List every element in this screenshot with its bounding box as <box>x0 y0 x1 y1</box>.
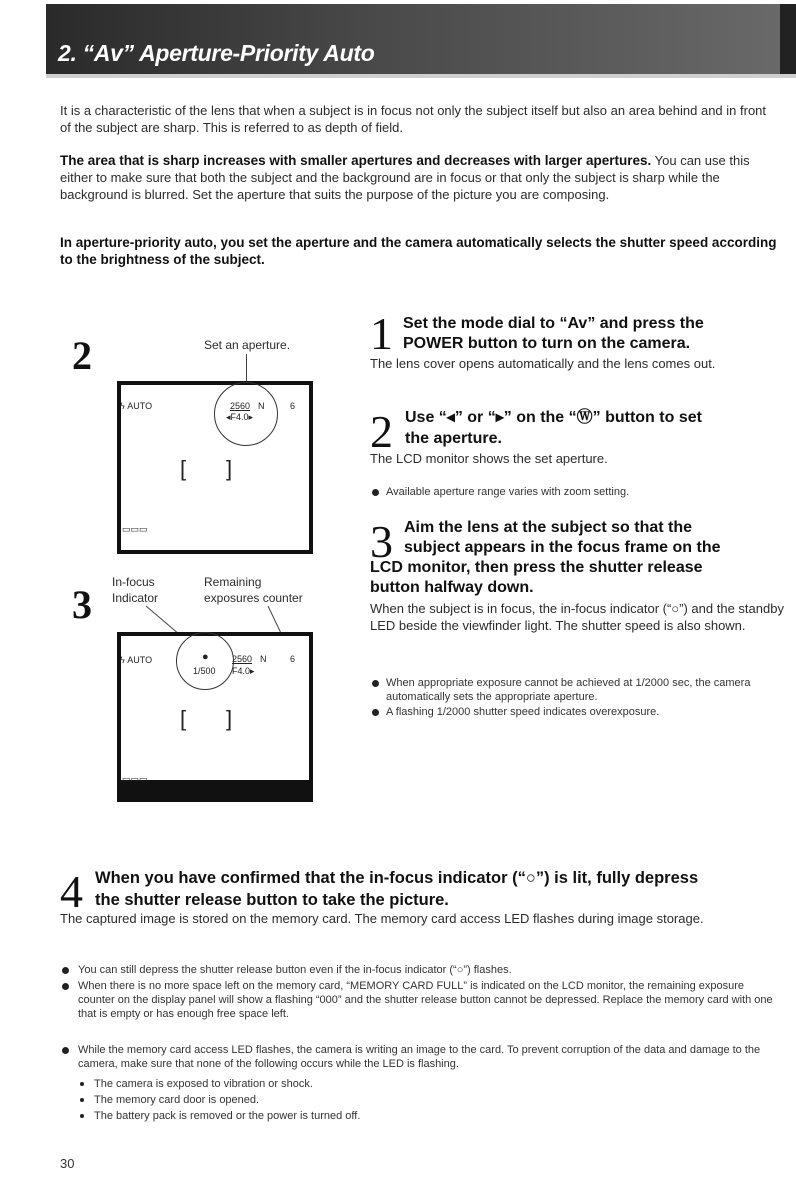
header-edge <box>780 4 796 74</box>
figure-2-label: Set an aperture. <box>204 338 291 352</box>
figure-2-leader-line <box>246 354 247 384</box>
intro-emphasis-1: The area that is sharp increases with smaller apertures and decreases with larger apertures. <box>60 153 652 168</box>
bullet-icon <box>372 489 379 496</box>
image-size-indicator: 2560 <box>230 401 251 411</box>
step-2-heading-line-2: the aperture. <box>405 430 502 447</box>
aperture-value: ◂F4.0▸ <box>226 412 254 422</box>
step-4-number: 4 <box>60 866 83 917</box>
step-4-note-1: You can still depress the shutter release button even if the in-focus indicator (“○”) flashes. <box>78 964 512 976</box>
header-stripe <box>46 74 796 78</box>
quality-indicator-2: N <box>260 654 267 664</box>
bullet-icon <box>62 983 69 990</box>
step-4-heading-line-2: the shutter release button to take the picture. <box>95 891 449 909</box>
in-focus-highlight-circle <box>176 632 234 690</box>
figure-3-number: 3 <box>72 582 92 627</box>
bullet-icon <box>62 967 69 974</box>
step-4-note-2: When there is no more space left on the memory card, “MEMORY CARD FULL” is indicated on the LCD monitor, the remaining exposure counter on the display panel will show a flashing “000” and the shutter release button cannot be depressed. Replace the memory card with one that is empty or has enough free space left. <box>78 980 773 1020</box>
flash-mode-indicator: ϟ AUTO <box>120 401 153 411</box>
intro-emphasis-2: In aperture-priority auto, you set the aperture and the camera automatically selects the shutter speed according to the brightness of the subject. <box>60 235 777 267</box>
step-4-body: The captured image is stored on the memory card. The memory card access LED flashes during image storage. <box>60 911 704 926</box>
step-4-subnote-1: The camera is exposed to vibration or shock. <box>94 1078 313 1090</box>
aperture-value-2: F4.0▸ <box>232 666 255 676</box>
shutter-speed: 1/500 <box>193 666 216 676</box>
section-title: 2. “Av” Aperture-Priority Auto <box>58 40 375 66</box>
flash-mode-indicator-2: ϟ AUTO <box>120 655 153 665</box>
remaining-exposures-label-line-2: exposures counter <box>204 591 303 605</box>
bullet-icon <box>372 680 379 687</box>
focus-frame-left-2: [ <box>180 706 187 731</box>
focus-frame-right-2: ] <box>226 706 233 731</box>
step-3-heading-line-1: Aim the lens at the subject so that the <box>404 519 693 536</box>
step-2-heading-line-1: Use “◂” or “▸” on the “Ⓦ” button to set <box>405 409 702 426</box>
step-3-note-1: When appropriate exposure cannot be achieved at 1/2000 sec, the camera automatically sets the appropriate aperture. <box>386 677 751 703</box>
step-4-subnote-2: The memory card door is opened. <box>94 1094 260 1106</box>
remaining-exposures-label-line-1: Remaining <box>204 575 262 589</box>
image-size-indicator-2: 2560 <box>232 654 253 664</box>
sub-bullet-icon <box>80 1082 84 1086</box>
battery-icon-2: ▭▭▭ <box>122 774 148 784</box>
step-4-note-3: While the memory card access LED flashes, the camera is writing an image to the card. To prevent corruption of the data and damage to the camera, make sure that none of the following occurs while the LED is flashing. <box>78 1044 761 1070</box>
step-3-heading-line-2: subject appears in the focus frame on the <box>404 539 721 556</box>
bullet-icon <box>372 709 379 716</box>
step-3-heading-line-3: LCD monitor, then press the shutter release <box>370 559 703 576</box>
step-4-heading-line-1: When you have confirmed that the in-focus indicator (“○”) is lit, fully depress <box>95 869 699 887</box>
step-3-body: When the subject is in focus, the in-focus indicator (“○”) and the standby LED beside the viewfinder light. The shutter speed is also shown. <box>370 601 784 633</box>
page-number: 30 <box>60 1156 75 1171</box>
intro-paragraph-3 <box>60 234 778 268</box>
step-1-body: The lens cover opens automatically and the lens comes out. <box>370 356 716 371</box>
focus-frame-right: ] <box>226 456 233 481</box>
battery-icon: ▭▭▭ <box>122 524 148 534</box>
sub-bullet-icon <box>80 1114 84 1118</box>
intro-paragraph-2-text: You can use this either to make sure that both the subject and the background are in focus or that only the subject is sharp while the background is blurred. Set the aperture that suits the purpose of the picture you are composing. <box>60 153 750 202</box>
step-4-subnote-3: The battery pack is removed or the power is turned off. <box>94 1110 361 1122</box>
in-focus-label-line-2: Indicator <box>112 591 159 605</box>
in-focus-label-line-1: In-focus <box>112 575 155 589</box>
step-1-number: 1 <box>370 308 393 359</box>
step-3-number: 3 <box>370 516 393 567</box>
step-2-body: The LCD monitor shows the set aperture. <box>370 451 608 466</box>
step-2-note-1: Available aperture range varies with zoom setting. <box>386 486 630 498</box>
sub-bullet-icon <box>80 1098 84 1102</box>
step-2-number: 2 <box>370 406 393 457</box>
step-1-heading-line-2: POWER button to turn on the camera. <box>403 335 691 352</box>
quality-indicator: N <box>258 401 265 411</box>
bullet-icon <box>62 1047 69 1054</box>
aperture-highlight-circle <box>214 382 278 446</box>
intro-paragraph-1: It is a characteristic of the lens that when a subject is in focus not only the subject itself but also an area behind and in front of the subject are sharp. This is referred to as depth of field. <box>60 103 767 135</box>
step-3-note-2: A flashing 1/2000 shutter speed indicates overexposure. <box>386 706 660 718</box>
exposure-count-2: 6 <box>290 654 296 664</box>
focus-frame-left: [ <box>180 456 187 481</box>
exposure-count: 6 <box>290 401 296 411</box>
in-focus-dot: ● <box>202 651 209 663</box>
step-3-heading-line-4: button halfway down. <box>370 579 534 596</box>
intro-paragraph-2 <box>60 152 778 203</box>
step-1-heading-line-1: Set the mode dial to “Av” and press the <box>403 315 704 332</box>
figure-2-number: 2 <box>72 333 92 378</box>
